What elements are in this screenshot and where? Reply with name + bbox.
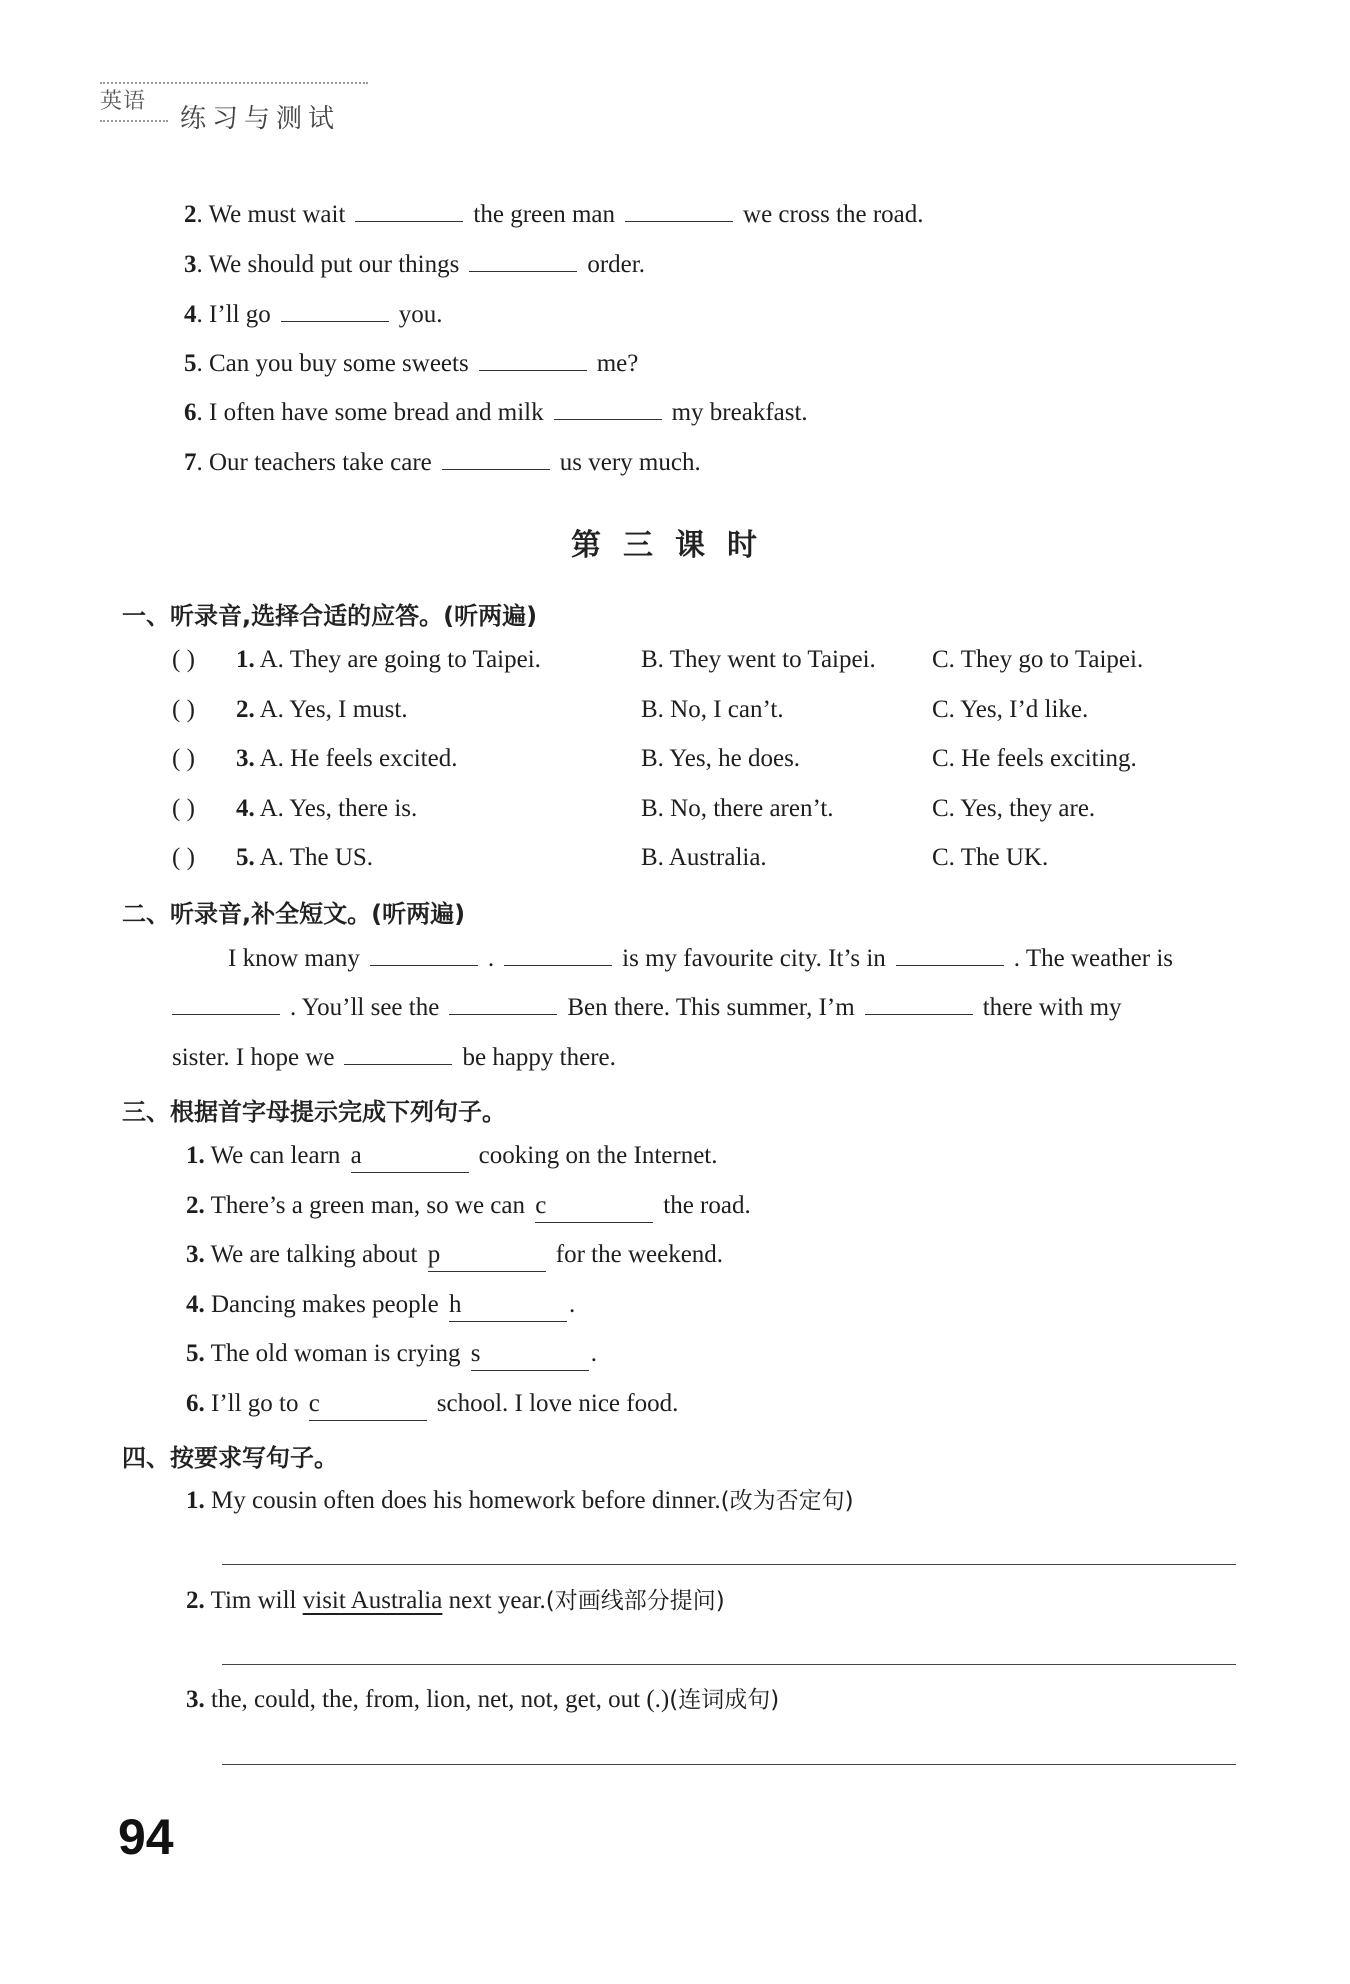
item-instruction: (对画线部分提问) [545,1588,725,1614]
item-text: the green man [473,201,616,228]
answer-blank[interactable] [370,943,478,966]
section-3-title: 三、根据首字母提示完成下列句子。 [122,1098,506,1126]
passage-text: . The weather is [1013,945,1174,972]
item-text: Tim will [210,1587,297,1614]
answer-blank[interactable] [449,992,557,1015]
initial-letter-blank[interactable]: s [471,1338,589,1371]
item-text: cooking on the Internet. [478,1142,718,1169]
header-subject: 英语 [100,86,168,122]
sec3-item-6 [186,1388,678,1421]
item-text: Our teachers take care [209,449,432,476]
answer-paren[interactable]: ( ) [172,696,195,723]
item-number: 5 [184,350,197,377]
sec4-item-2 [186,1585,725,1617]
answer-paren[interactable]: ( ) [172,646,195,673]
answer-blank[interactable] [504,943,612,966]
item-number: 3. [236,745,255,772]
item-number: 1. [236,646,255,673]
sec4-item-1 [186,1485,854,1517]
answer-blank[interactable] [442,447,550,470]
initial-letter-blank[interactable]: a [351,1140,469,1173]
item-number: 2 [184,201,197,228]
item-number: 5. [236,844,255,871]
answer-write-line[interactable] [222,1564,1236,1565]
item-number: 2. [186,1587,205,1614]
option-a: A. Yes, there is. [259,795,418,822]
item-number: 1. [186,1487,205,1514]
item-text: the, could, the, from, lion, net, not, get, out (.) [211,1686,670,1713]
answer-blank[interactable] [554,397,662,420]
option-c: C. Yes, I’d like. [932,696,1089,723]
item-text: us very much. [559,449,701,476]
item-text: I’ll go [209,301,271,328]
item-number: 6. [186,1390,205,1417]
option-b: B. No, there aren’t. [641,795,834,822]
sec1-item-4 [172,793,1222,825]
passage-text: there with my [982,994,1122,1021]
answer-blank[interactable] [865,992,973,1015]
sec3-item-4 [186,1289,575,1322]
option-c: C. Yes, they are. [932,795,1096,822]
answer-write-line[interactable] [222,1664,1236,1665]
passage-text: be happy there. [462,1044,616,1071]
lesson-title: 第三课时 [571,528,779,563]
option-a: A. They are going to Taipei. [259,646,541,673]
item-number: 4 [184,301,197,328]
passage-text: I know many [228,945,360,972]
item-text: order. [587,251,645,278]
item-number: 3. [186,1241,205,1268]
item-instruction: (连词成句) [669,1687,780,1713]
initial-letter-blank[interactable]: c [535,1190,653,1223]
item-number: 1. [186,1142,205,1169]
sec4-item-3 [186,1684,779,1716]
sec3-item-2 [186,1190,751,1223]
answer-blank[interactable] [625,199,733,222]
answer-blank[interactable] [479,348,587,371]
item-number: 5. [186,1340,205,1367]
passage-text: Ben there. This summer, I’m [567,994,855,1021]
answer-blank[interactable] [281,299,389,322]
initial-letter-blank[interactable]: p [428,1239,546,1272]
passage-line-3 [172,1042,616,1074]
prev-item-6: 6. I often have some bread and milk my breakfast. [184,399,808,426]
item-number: 3. [186,1686,205,1713]
option-c: C. The UK. [932,844,1049,871]
answer-blank[interactable] [355,199,463,222]
passage-text: . [487,945,495,972]
option-a: A. The US. [259,844,374,871]
item-text: school. I love nice food. [436,1390,679,1417]
prev-item-5: 5. Can you buy some sweets me? [184,350,639,377]
option-a: A. Yes, I must. [259,696,408,723]
answer-paren[interactable]: ( ) [172,745,195,772]
item-text: Dancing makes people [211,1291,439,1318]
option-b: B. Australia. [641,844,767,871]
item-number: 6 [184,399,197,426]
option-c: C. They go to Taipei. [932,646,1144,673]
prev-item-4: 4. I’ll go you. [184,301,443,328]
item-number: 2. [186,1192,205,1219]
option-b: B. No, I can’t. [641,696,784,723]
item-number: 3 [184,251,197,278]
option-b: B. Yes, he does. [641,745,801,772]
prev-item-2: 2. We must wait the green man we cross the road. [184,201,924,228]
option-a: A. He feels excited. [259,745,458,772]
passage-text: . You’ll see the [290,994,440,1021]
item-text: we cross the road. [743,201,924,228]
section-1-title: 一、听录音,选择合适的应答。(听两遍) [122,602,538,630]
item-text: We must wait [208,201,346,228]
answer-blank[interactable] [469,249,577,272]
item-text: We should put our things [208,251,460,278]
sec3-item-1 [186,1140,718,1173]
item-text: me? [596,350,639,377]
sec3-item-3 [186,1239,723,1272]
sec1-item-2 [172,694,1222,726]
item-text: We are talking about [210,1241,418,1268]
answer-blank[interactable] [172,992,280,1015]
sec1-item-1 [172,644,1222,676]
option-c: C. He feels exciting. [932,745,1137,772]
item-number: 7 [184,449,197,476]
initial-letter-blank[interactable]: c [309,1388,427,1421]
answer-blank[interactable] [344,1042,452,1065]
item-text: Can you buy some sweets [209,350,469,377]
prev-item-3: 3. We should put our things order. [184,251,645,278]
passage-text: sister. I hope we [172,1044,335,1071]
answer-blank[interactable] [896,943,1004,966]
answer-write-line[interactable] [222,1764,1236,1765]
passage-line-2 [172,992,1122,1024]
item-text: There’s a green man, so we can [210,1192,526,1219]
item-text: . [590,1340,598,1367]
answer-paren[interactable]: ( ) [172,795,195,822]
sec3-item-5 [186,1338,597,1371]
sec1-item-3 [172,743,1222,775]
item-text: the road. [663,1192,751,1219]
initial-letter-blank[interactable]: h [449,1289,567,1322]
underlined-phrase: visit Australia [302,1587,443,1614]
item-text: We can learn [210,1142,341,1169]
section-4-title: 四、按要求写句子。 [122,1444,338,1472]
passage-line-1 [228,943,1173,975]
item-number: 4. [236,795,255,822]
item-text: my breakfast. [671,399,808,426]
item-text: I often have some bread and milk [209,399,544,426]
item-text: The old woman is crying [210,1340,461,1367]
option-b: B. They went to Taipei. [641,646,876,673]
item-text: you. [398,301,443,328]
prev-item-7: 7. Our teachers take care us very much. [184,449,701,476]
item-text: for the weekend. [555,1241,724,1268]
item-number: 2. [236,696,255,723]
item-number: 4. [186,1291,205,1318]
section-2-title: 二、听录音,补全短文。(听两遍) [122,900,466,928]
answer-paren[interactable]: ( ) [172,844,195,871]
passage-text: is my favourite city. It’s in [622,945,886,972]
header-dotted-rule [100,82,368,84]
item-text: My cousin often does his homework before dinner. [211,1487,721,1514]
item-text: next year. [448,1587,546,1614]
item-text: I’ll go to [211,1390,299,1417]
sec1-item-5 [172,842,1222,874]
item-text: . [568,1291,576,1318]
page-number: 94 [118,1809,174,1865]
item-instruction: (改为否定句) [720,1488,854,1514]
header-title: 练习与测试 [180,104,341,134]
